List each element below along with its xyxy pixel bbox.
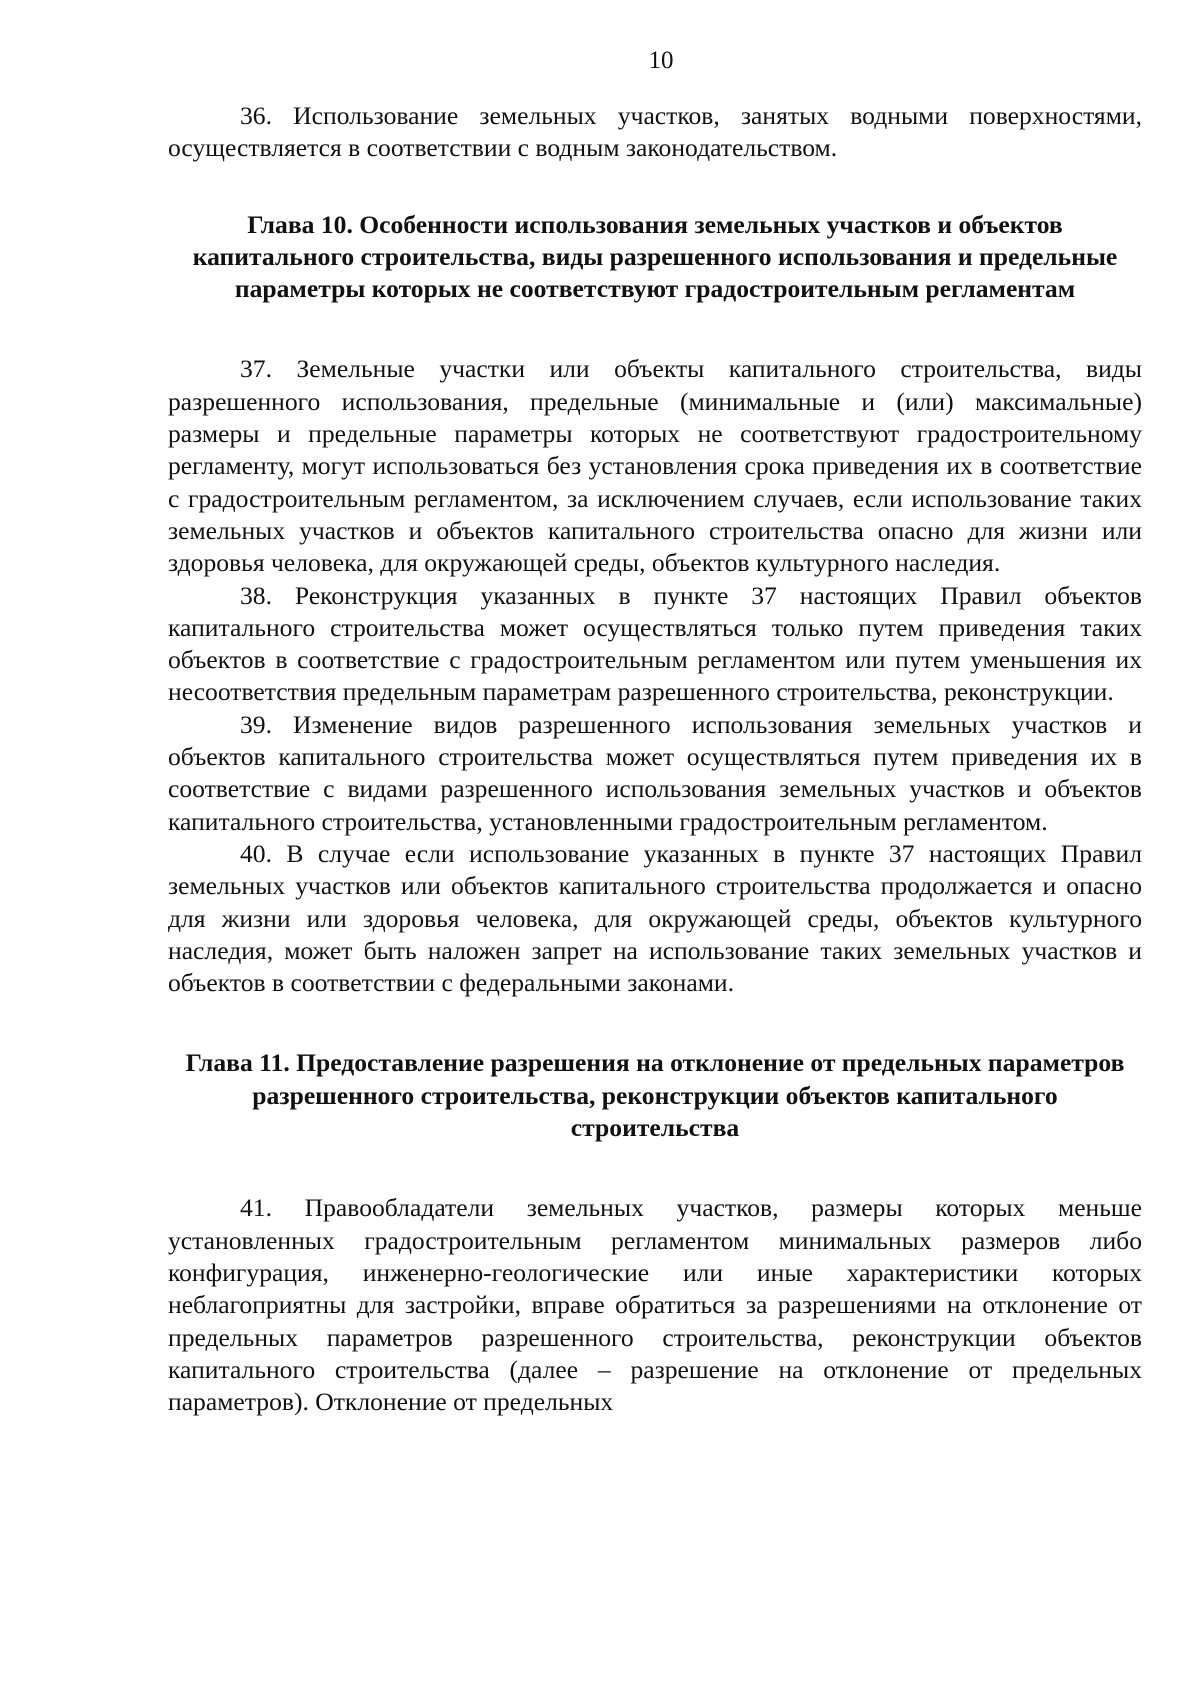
page-number: 10 <box>648 47 674 74</box>
chapter-10-heading: Глава 10. Особенности использования земельных участков и объектов капитального строительства, виды разрешенного использования и предельные параметры которых не соответствуют градостроительным регламентам <box>192 209 1118 304</box>
paragraph-37: 37. Земельные участки или объекты капитального строительства, виды разрешенного использования, предельные (минимальные и (или) максимальные) размеры и предельные параметры которых не соответствуют градостроительному регламенту, могут использоваться без установления срока приведения их в соответствие с градостроительным регламентом, за исключением случаев, если использование таких земельных участков и объектов капитального строительства опасно для жизни или здоровья человека, для окружающей среды, объектов культурного наследия. <box>168 354 1142 578</box>
paragraph-38: 38. Реконструкция указанных в пункте 37 настоящих Правил объектов капитального строительства может осуществляться только путем приведения таких объектов в соответствие с градостроительным регламентом или путем уменьшения их несоответствия предельным параметрам разрешенного строительства, реконструкции. <box>168 580 1142 707</box>
document-body <box>168 100 1142 1418</box>
paragraph-39: 39. Изменение видов разрешенного использования земельных участков и объектов капитального строительства может осуществляться путем приведения их в соответствие с видами разрешенного использования земельных участков и объектов капитального строительства, установленными градостроительным регламентом. <box>168 709 1142 836</box>
paragraph-36: 36. Использование земельных участков, занятых водными поверхностями, осуществляется в соответствии с водным законодательством. <box>168 101 1142 163</box>
paragraph-40: 40. В случае если использование указанных в пункте 37 настоящих Правил земельных участков или объектов капитального строительства продолжается и опасно для жизни или здоровья человека, для окружающей среды, объектов культурного наследия, может быть наложен запрет на использование таких земельных участков и объектов в соответствии с федеральными законами. <box>168 838 1142 998</box>
chapter-11-heading: Глава 11. Предоставление разрешения на отклонение от предельных параметров разрешенного строительства, реконструкции объектов капитального строительства <box>185 1048 1125 1143</box>
paragraph-41: 41. Правообладатели земельных участков, размеры которых меньше установленных градостроительным регламентом минимальных размеров либо конфигурация, инженерно-геологические или иные характеристики которых неблагоприятны для застройки, вправе обратиться за разрешениями на отклонение от предельных параметров разрешенного строительства, реконструкции объектов капитального строительства (далее – разрешение на отклонение от предельных параметров). Отклонение от предельных <box>168 1193 1142 1417</box>
